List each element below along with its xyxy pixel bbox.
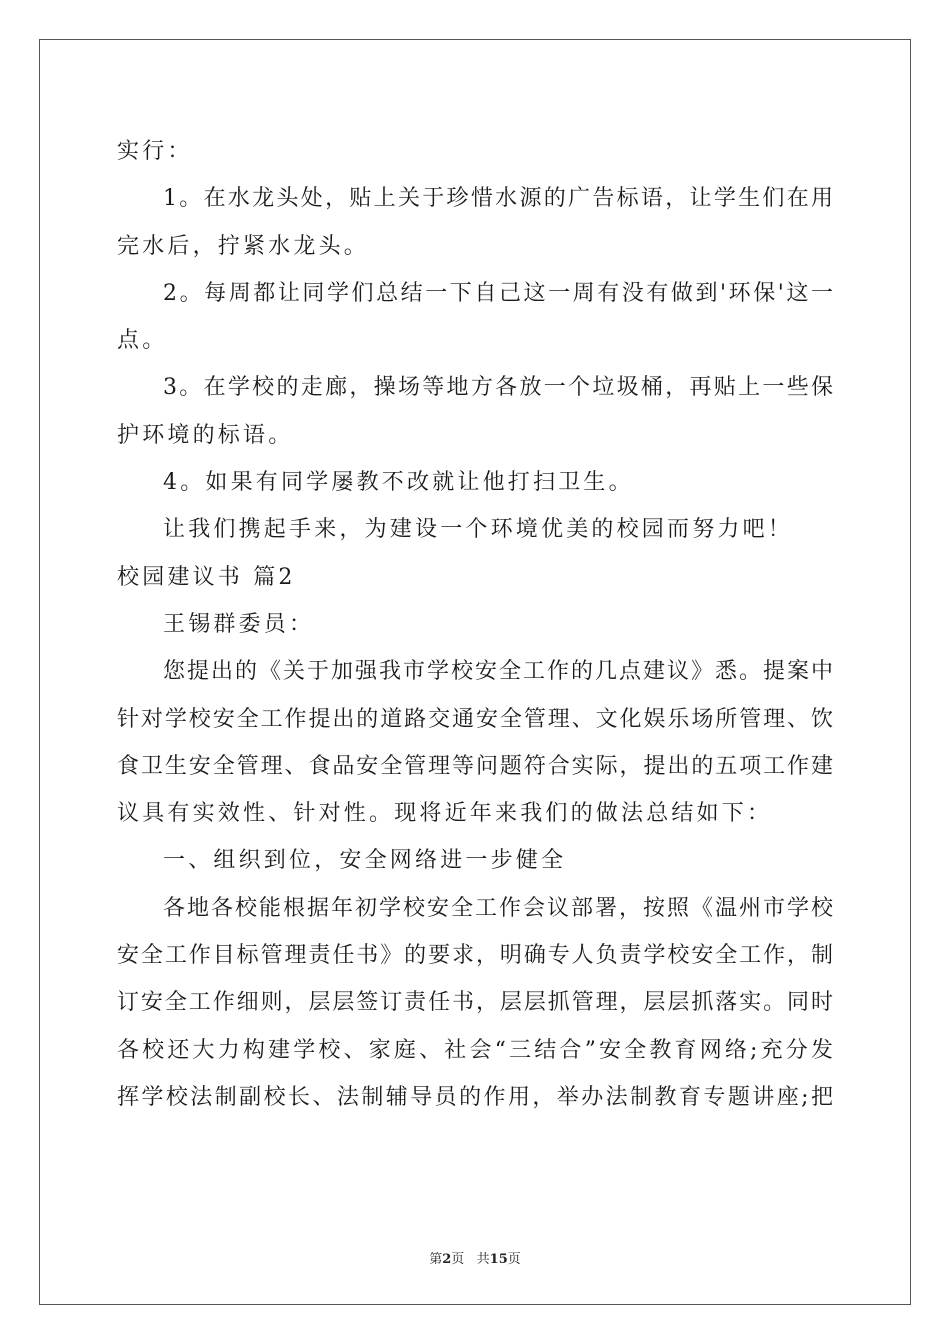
footer-total-pages: 15 — [489, 1252, 508, 1267]
footer-total-suffix: 页 — [507, 1252, 521, 1267]
page-footer — [0, 1248, 950, 1267]
text-line: 针对学校安全工作提出的道路交通安全管理、文化娱乐场所管理、饮 — [117, 706, 833, 732]
text-line: 2。每周都让同学们总结一下自己这一周有没有做到'环保'这一 — [163, 280, 833, 306]
text-line: 您提出的《关于加强我市学校安全工作的几点建议》悉。提案中 — [163, 659, 833, 685]
text-line: 议具有实效性、针对性。现将近年来我们的做法总结如下： — [117, 801, 773, 827]
text-line: 护环境的标语。 — [117, 422, 294, 448]
footer-page-prefix: 第 — [429, 1252, 443, 1267]
text-line: 点。 — [117, 328, 168, 354]
text-line: 各校还大力构建学校、家庭、社会“三结合”安全教育网络;充分发 — [117, 1037, 833, 1063]
section-heading: 校园建议书 篇2 — [117, 564, 296, 590]
text-line: 挥学校法制副校长、法制辅导员的作用，举办法制教育专题讲座;把 — [117, 1084, 833, 1110]
subheading: 一、组织到位，安全网络进一步健全 — [163, 848, 567, 874]
document-body — [117, 128, 833, 1121]
text-line: 订安全工作细则，层层签订责任书，层层抓管理，层层抓落实。同时 — [117, 990, 833, 1016]
text-line: 3。在学校的走廊，操场等地方各放一个垃圾桶，再贴上一些保 — [163, 375, 833, 401]
text-line: 完水后，拧紧水龙头。 — [117, 233, 370, 259]
text-line: 食卫生安全管理、食品安全管理等问题符合实际，提出的五项工作建 — [117, 753, 833, 779]
salutation: 王锡群委员： — [163, 611, 315, 637]
text-line: 安全工作目标管理责任书》的要求，明确专人负责学校安全工作，制 — [117, 943, 833, 969]
text-line: 4。如果有同学屡教不改就让他打扫卫生。 — [163, 470, 634, 496]
footer-page-suffix: 页 共 — [451, 1252, 490, 1267]
footer-page-number: 2 — [442, 1252, 452, 1267]
text-line: 让我们携起手来，为建设一个环境优美的校园而努力吧！ — [163, 517, 794, 543]
text-line: 各地各校能根据年初学校安全工作会议部署，按照《温州市学校 — [163, 895, 833, 921]
text-line: 实行： — [117, 139, 193, 164]
text-line: 1。在水龙头处，贴上关于珍惜水源的广告标语，让学生们在用 — [163, 186, 833, 212]
